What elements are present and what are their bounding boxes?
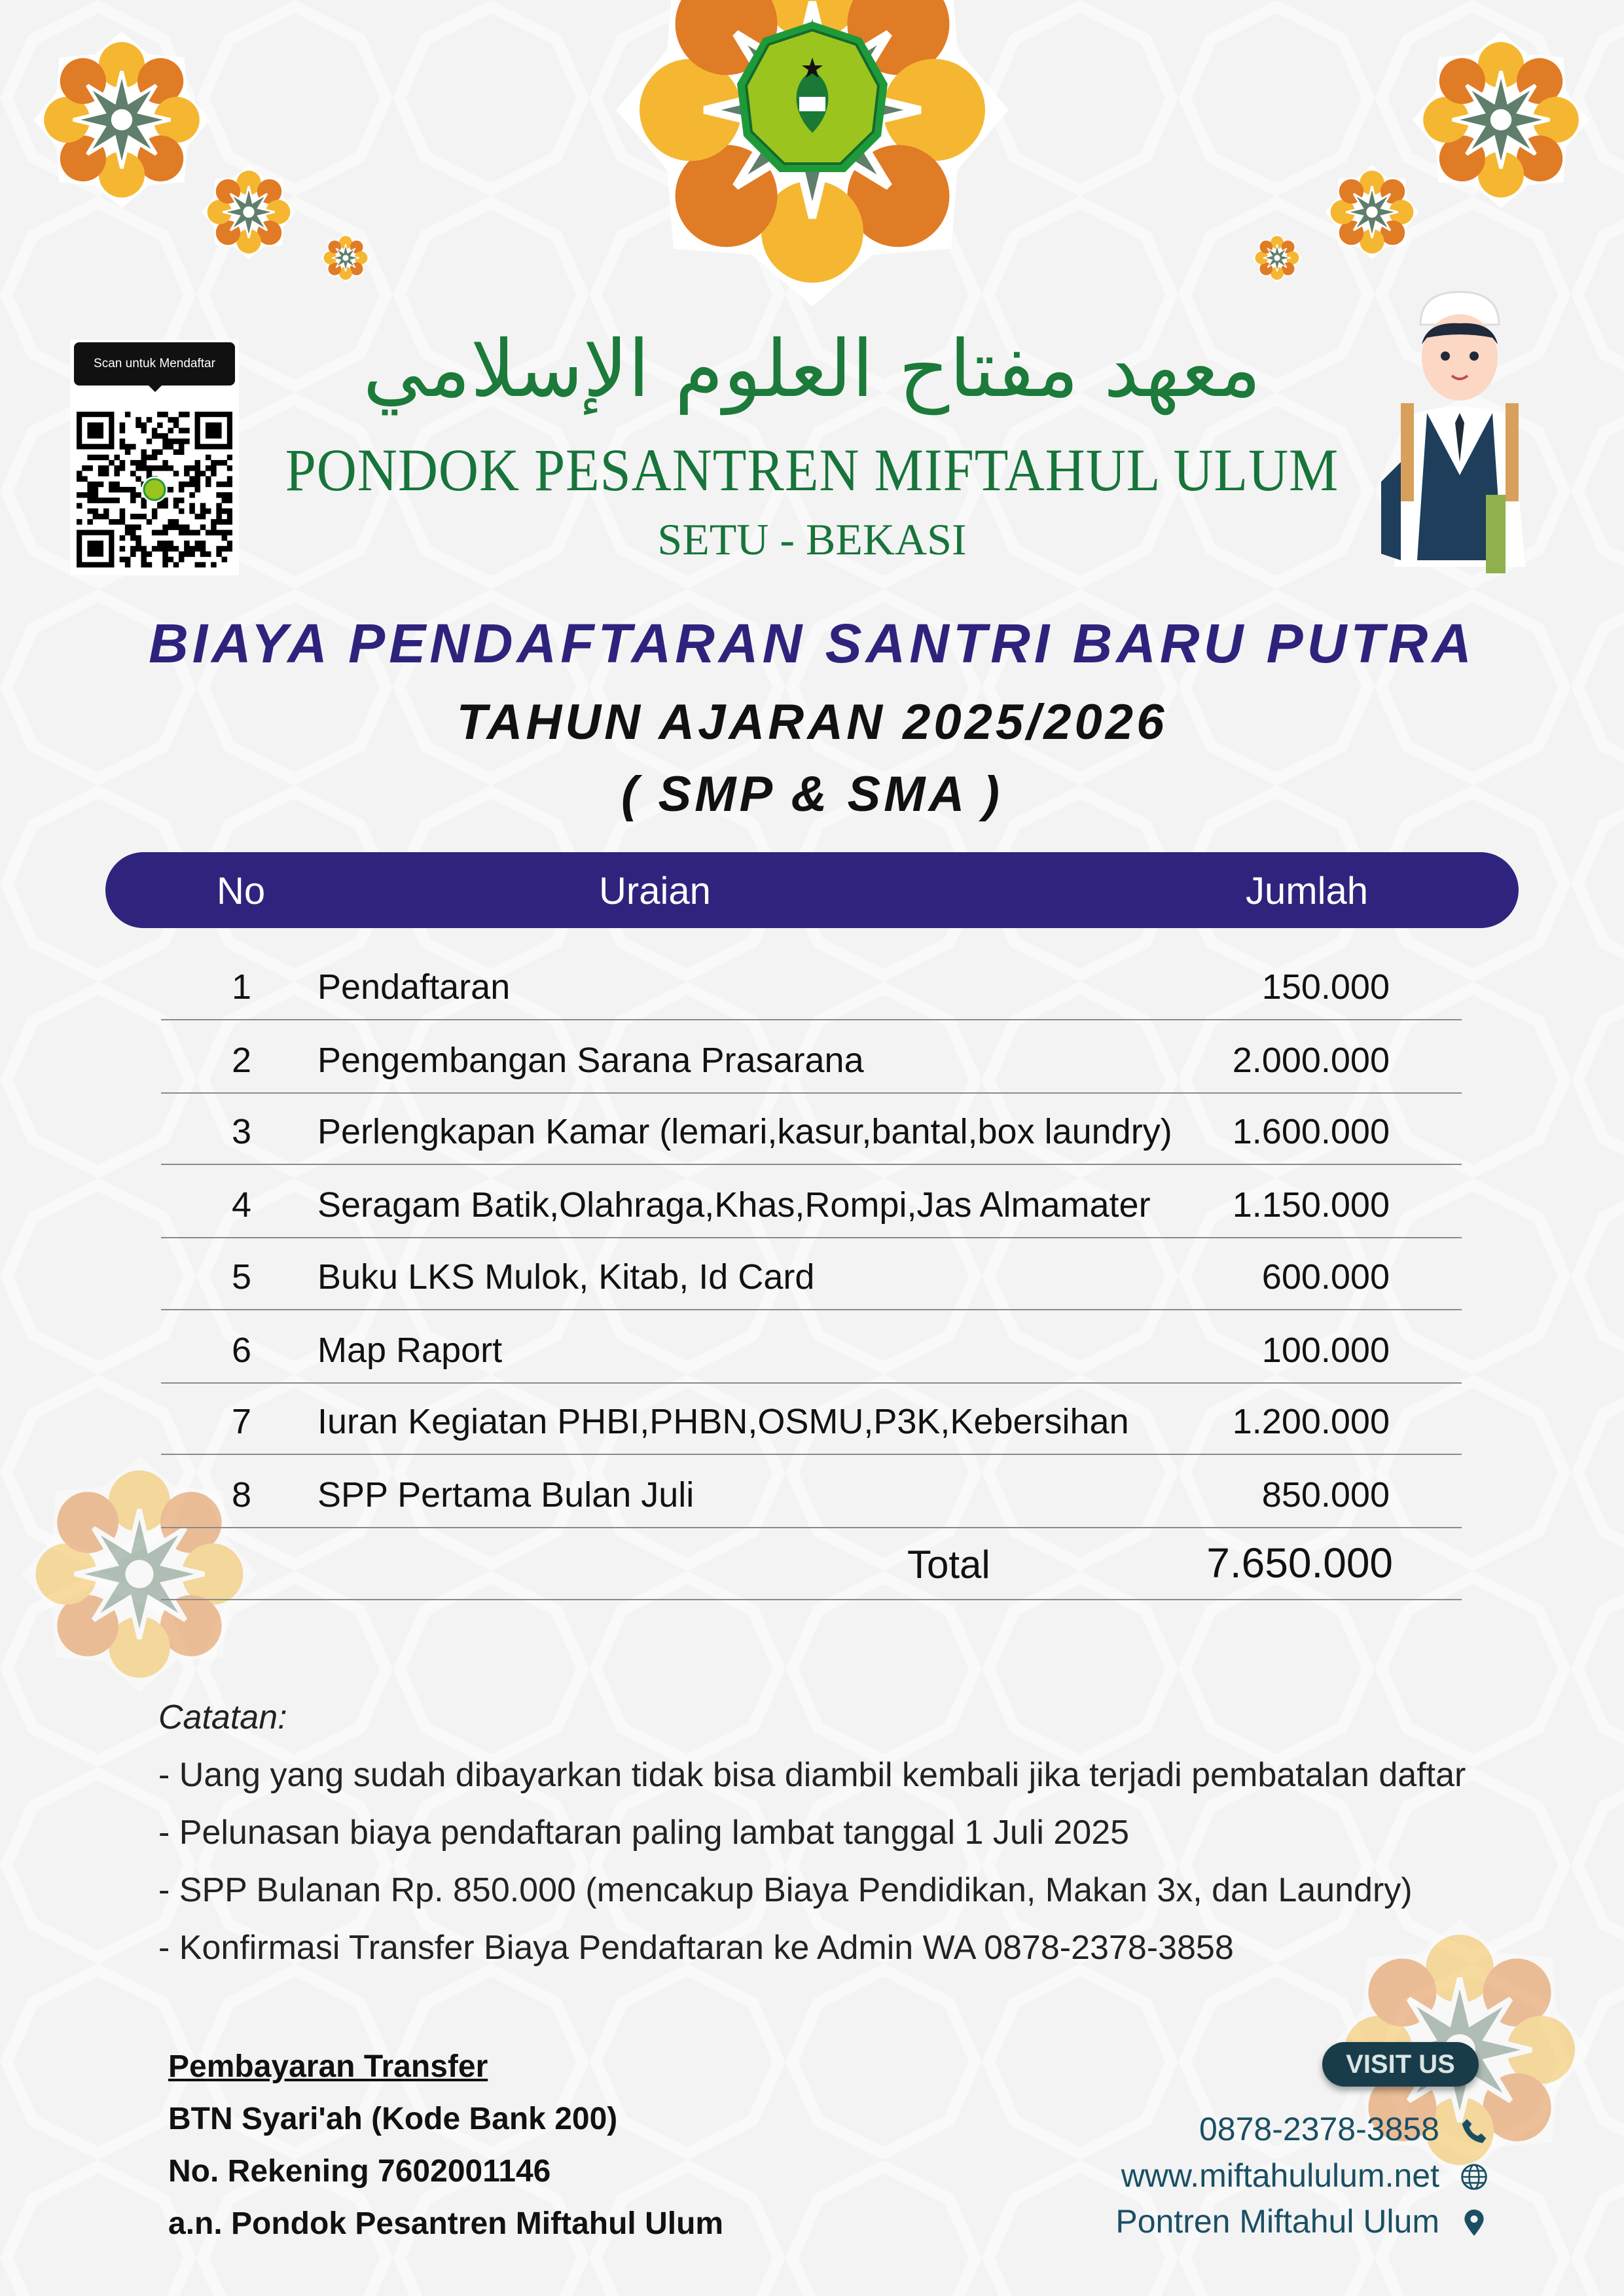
contact-maps[interactable]: Pontren Miftahul Ulum: [1115, 2203, 1439, 2240]
notes-section: [158, 1689, 1466, 1977]
school-level: ( SMP & SMA ): [621, 766, 1003, 822]
row-item: Iuran Kegiatan PHBI,PHBN,OSMU,P3K,Kebersihan: [317, 1402, 1129, 1441]
visit-us-badge: VISIT US: [1322, 2042, 1479, 2087]
row-number: 3: [231, 1112, 252, 1151]
table-row: [161, 1454, 1462, 1528]
table-row: [161, 1237, 1462, 1310]
table-row: [161, 1092, 1462, 1165]
star-ornament: [1413, 31, 1589, 208]
star-ornament: [33, 31, 210, 208]
page-title: BIAYA PENDAFTARAN SANTRI BARU PUTRA: [149, 613, 1475, 674]
contact-website[interactable]: www.miftahululum.net: [1121, 2157, 1439, 2194]
row-item: Pendaftaran: [317, 967, 511, 1007]
qr-label: Scan untuk Mendaftar: [74, 342, 235, 386]
table-row: [161, 1019, 1462, 1094]
star-ornament: [1325, 165, 1419, 259]
star-ornament: [202, 165, 296, 259]
school-logo: [731, 18, 894, 182]
student-illustration: [1362, 285, 1558, 586]
row-amount: 850.000: [1261, 1475, 1390, 1515]
header-uraian: Uraian: [599, 870, 711, 912]
note-item: - Pelunasan biaya pendaftaran paling lambat tanggal 1 Juli 2025: [158, 1814, 1130, 1852]
bank-name: BTN Syari'ah (Kode Bank 200): [168, 2102, 618, 2136]
star-ornament: [1252, 233, 1302, 283]
table-row: [161, 1382, 1462, 1455]
academic-year: TAHUN AJARAN 2025/2026: [456, 694, 1168, 750]
row-amount: 2.000.000: [1232, 1041, 1390, 1080]
row-item: SPP Pertama Bulan Juli: [317, 1475, 695, 1515]
note-item: - Uang yang sudah dibayarkan tidak bisa diambil kembali jika terjadi pembatalan daftar: [158, 1756, 1466, 1794]
row-number: 7: [231, 1402, 252, 1441]
payment-heading: Pembayaran Transfer: [168, 2049, 488, 2084]
row-number: 8: [231, 1475, 252, 1515]
row-number: 6: [231, 1331, 252, 1370]
row-amount: 600.000: [1261, 1257, 1390, 1297]
row-number: 1: [231, 967, 252, 1007]
row-item: Buku LKS Mulok, Kitab, Id Card: [317, 1257, 815, 1297]
row-amount: 1.200.000: [1232, 1402, 1390, 1441]
phone-icon: [1460, 2117, 1489, 2145]
payment-info: [168, 2041, 723, 2250]
total-label: Total: [907, 1543, 990, 1587]
header-jumlah: Jumlah: [1246, 870, 1368, 912]
row-item: Perlengkapan Kamar (lemari,kasur,bantal,box laundry): [317, 1112, 1172, 1151]
contact-phone[interactable]: 0878-2378-3858: [1199, 2111, 1439, 2147]
total-amount: 7.650.000: [1206, 1539, 1393, 1587]
row-item: Map Raport: [317, 1331, 503, 1370]
row-amount: 1.150.000: [1232, 1185, 1390, 1225]
note-item: - Konfirmasi Transfer Biaya Pendaftaran ke Admin WA 0878-2378-3858: [158, 1929, 1234, 1967]
account-number: No. Rekening 7602001146: [168, 2154, 551, 2189]
row-amount: 1.600.000: [1232, 1112, 1390, 1151]
notes-label: Catatan:: [158, 1698, 287, 1736]
row-amount: 100.000: [1261, 1331, 1390, 1370]
arabic-name: معهد مفتاح العلوم الإسلامي: [363, 324, 1261, 415]
row-item: Seragam Batik,Olahraga,Khas,Rompi,Jas Almamater: [317, 1185, 1151, 1225]
star-ornament: [321, 233, 370, 283]
table-row: [161, 946, 1462, 1020]
row-number: 5: [231, 1257, 252, 1297]
table-row: [161, 1164, 1462, 1238]
globe-icon: [1460, 2162, 1489, 2191]
total-row: [161, 1527, 1462, 1600]
org-location: SETU - BEKASI: [657, 514, 967, 564]
org-name: PONDOK PESANTREN MIFTAHUL ULUM: [285, 437, 1339, 503]
row-amount: 150.000: [1261, 967, 1390, 1007]
account-holder: a.n. Pondok Pesantren Miftahul Ulum: [168, 2206, 724, 2241]
note-item: - SPP Bulanan Rp. 850.000 (mencakup Biaya Pendidikan, Makan 3x, dan Laundry): [158, 1871, 1413, 1909]
header-no: No: [217, 870, 266, 912]
location-pin-icon: [1460, 2208, 1489, 2237]
table-header: [105, 852, 1519, 928]
row-number: 2: [231, 1041, 252, 1080]
row-item: Pengembangan Sarana Prasarana: [317, 1041, 864, 1080]
table-row: [161, 1309, 1462, 1384]
row-number: 4: [231, 1185, 252, 1225]
